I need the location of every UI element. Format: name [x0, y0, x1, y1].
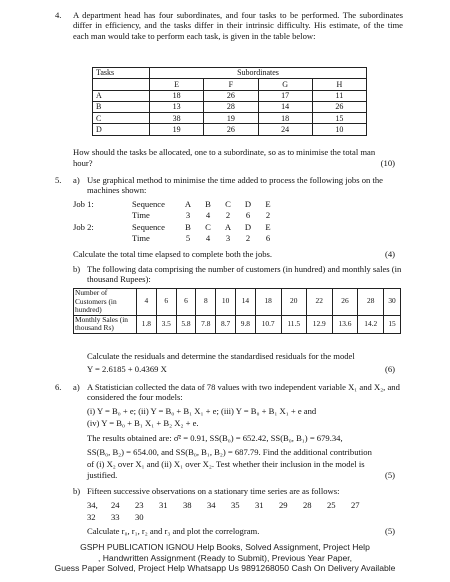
job1-sequence-label: Sequence	[132, 199, 165, 209]
table-corner: Tasks	[93, 68, 150, 79]
column-header: E	[150, 79, 204, 90]
time-series-line-1: 34, 24 23 31 38 34 35 31 29 28 25 27	[87, 500, 360, 510]
regression-data-table	[73, 288, 401, 334]
results-line-4: justified.	[87, 470, 118, 480]
assignment-table	[92, 67, 367, 136]
job1-sequence: A B C D E	[184, 199, 271, 209]
table-row: B 13 28 14 26	[93, 101, 367, 112]
question-4-text: A department head has four subordinates, and four tasks to be performed. The subordinates differ in efficiency, and the tasks differ in their intrinsic difficulty. His estimate, of the time each man would take to perform each task, is given in the table below:	[73, 10, 403, 41]
table-row: C 38 19 18 15	[93, 113, 367, 124]
table-header-row	[93, 79, 367, 90]
table-row: A 18 26 17 11	[93, 90, 367, 101]
question-6-number: 6.	[55, 382, 62, 392]
job2-sequence: B C A D E	[185, 222, 271, 232]
job1-label: Job 1:	[73, 199, 94, 209]
question-5b-text: The following data comprising the number of customers (in hundred) and monthly sales (in thousand Rupees):	[87, 264, 402, 285]
column-header: H	[312, 79, 366, 90]
table-row: D 19 26 24 10	[93, 124, 367, 135]
job1-times: 3 4 2 6 2	[185, 210, 271, 220]
footer-line-3: Guess Paper Solved, Project Help Whatsapp Us 9891268050 Cash On Delivery Available	[54, 563, 396, 574]
question-6b-text: Fifteen successive observations on a stationary time series are as follows:	[87, 486, 340, 496]
job1-time-label: Time	[132, 210, 150, 220]
question-5-number: 5.	[55, 175, 62, 185]
row-label: Monthly Sales (in thousand Rs)	[74, 315, 137, 333]
row-label: Number of Customers (in hundred)	[74, 289, 137, 316]
table-row: Monthly Sales (in thousand Rs) 1.8 3.5 5.8 7.8 8.7 9.8 10.7 11.5 12.9 13.6 14.2 15	[74, 315, 401, 333]
job2-times: 5 4 3 2 6	[185, 233, 271, 243]
models-line-2: (iv) Y = B₀ + B₁ X₁ + B₂ X₂ + e.	[87, 418, 199, 428]
results-line-1: The results obtained are: σ̂² = 0.91, SS(B₀) = 652.42, SS(B₀, B₁) = 679.34,	[87, 433, 343, 443]
question-4-number: 4.	[55, 10, 62, 20]
question-4-prompt-line1: How should the tasks be allocated, one to a subordinate, so as to minimise the total man	[73, 147, 376, 157]
question-6b-prompt: Calculate r₀, r₁, r₂ and r₃ and plot the correlogram.	[87, 526, 260, 536]
question-6a-marks: (5)	[384, 470, 395, 480]
question-4-marks: (10)	[380, 158, 395, 168]
table-group-header: Subordinates	[150, 68, 367, 79]
table-row: Number of Customers (in hundred) 4 6 6 8 10 14 18 20 22 26 28 30	[74, 289, 401, 316]
job2-time-label: Time	[132, 233, 150, 243]
column-header: F	[204, 79, 258, 90]
question-5a-text: Use graphical method to minimise the time added to process the following jobs on the machines shown:	[87, 175, 383, 196]
question-6a-label: a)	[73, 382, 80, 392]
models-line-1: (i) Y = B₀ + e; (ii) Y = B₀ + B₁ X₁ + e; (iii) Y = B₀ + B₁ X₁ + e and	[87, 406, 317, 416]
job2-sequence-label: Sequence	[132, 222, 165, 232]
question-5b-label: b)	[73, 264, 81, 274]
question-5a-marks: (4)	[384, 249, 395, 259]
question-5a-prompt: Calculate the total time elapsed to complete both the jobs.	[73, 249, 273, 259]
question-6a-text: A Statistician collected the data of 78 values with two independent variable X₁ and X₂, and considered the four models:	[87, 382, 400, 403]
column-header: G	[258, 79, 312, 90]
publisher-footer	[0, 542, 450, 574]
footer-line-1: GSPH PUBLICATION IGNOU Help Books, Solved Assignment, Project Help	[80, 542, 370, 552]
question-6b-marks: (5)	[384, 526, 395, 536]
job2-label: Job 2:	[73, 222, 94, 232]
question-5b-model: Y = 2.6185 + 0.4369 X	[87, 364, 167, 374]
question-5b-marks: (6)	[384, 364, 395, 374]
question-6b-label: b)	[73, 486, 81, 496]
results-line-2: SS(B₀, B₂) = 654.00, and SS(B₀, B₁, B₂) = 687.79. Find the additional contribution	[87, 447, 372, 457]
question-5b-prompt: Calculate the residuals and determine the standardised residuals for the model	[87, 351, 355, 361]
results-line-3: of (i) X₂ over X₁ and (ii) X₁ over X₂. Test whether their inclusion in the model is	[87, 459, 365, 469]
question-4-prompt-line2: hour?	[73, 158, 93, 168]
footer-line-2: , Handwritten Assignment (Ready to Submit), Previous Year Paper,	[97, 552, 353, 563]
question-5a-label: a)	[73, 175, 80, 185]
time-series-line-2: 32 33 30	[87, 512, 144, 522]
